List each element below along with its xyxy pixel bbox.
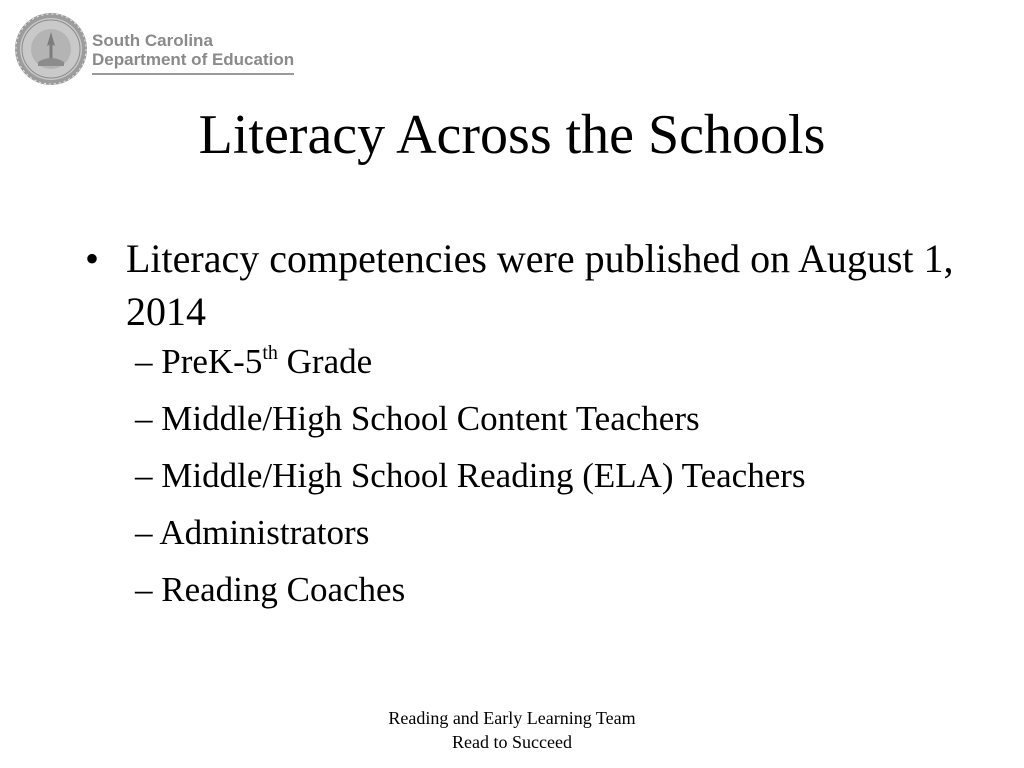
state-seal-icon xyxy=(14,12,88,86)
bullet-text: Literacy competencies were published on August 1, 2014 xyxy=(126,236,954,334)
slide-footer xyxy=(0,706,1024,754)
sub-bullet-text: Middle/High School Reading (ELA) Teachers xyxy=(161,456,806,495)
sub-bullet-text: PreK-5 xyxy=(161,342,263,381)
sub-bullet-text: Middle/High School Content Teachers xyxy=(161,399,700,438)
sub-bullet-item xyxy=(135,513,965,553)
slide-content xyxy=(85,232,965,627)
slide-title: Literacy Across the Schools xyxy=(198,104,826,166)
sub-bullet-dash: – xyxy=(135,513,153,552)
sub-bullet-suffix: Grade xyxy=(277,342,373,381)
logo-line-1: South Carolina xyxy=(92,31,213,50)
bullet-item xyxy=(85,232,965,338)
logo-text xyxy=(92,31,294,75)
sc-department-of-education-logo xyxy=(14,12,294,86)
footer-line-2: Read to Succeed xyxy=(452,732,572,752)
sub-bullet-dash: – xyxy=(135,399,153,438)
logo-line-2: Department of Education xyxy=(92,50,295,69)
sub-bullet-text: Administrators xyxy=(159,513,370,552)
sub-bullet-dash: – xyxy=(135,342,153,381)
superscript: th xyxy=(262,342,278,364)
footer-line-1: Reading and Early Learning Team xyxy=(388,708,636,728)
sub-bullet-dash: – xyxy=(135,570,153,609)
sub-bullet-dash: – xyxy=(135,456,153,495)
sub-bullet-item xyxy=(135,456,965,496)
sub-bullet-item xyxy=(135,570,965,610)
sub-bullet-list xyxy=(135,342,965,610)
bullet-mark: • xyxy=(85,236,100,281)
sub-bullet-item xyxy=(135,399,965,439)
sub-bullet-text: Reading Coaches xyxy=(161,570,406,609)
sub-bullet-item xyxy=(135,342,965,382)
